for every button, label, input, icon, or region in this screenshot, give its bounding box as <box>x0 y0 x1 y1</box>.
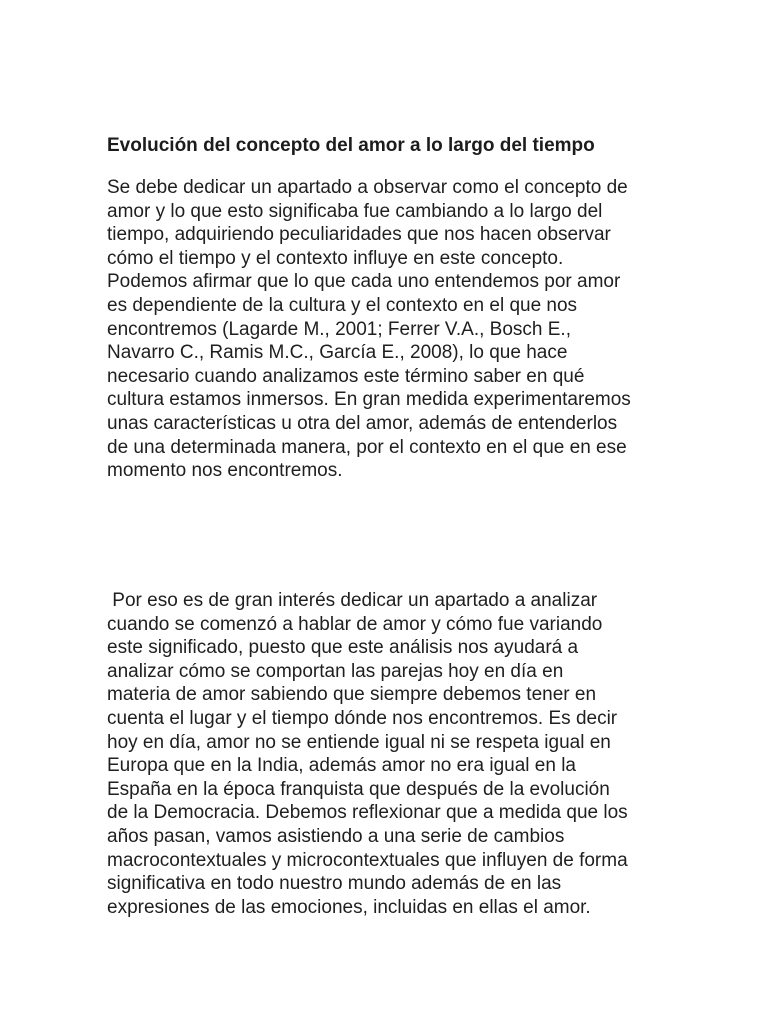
paragraph-line: expresiones de las emociones, incluidas en ellas el amor. <box>107 896 591 918</box>
paragraph-2 <box>107 589 667 919</box>
paragraph-line: cuenta el lugar y el tiempo dónde nos encontremos. Es decir <box>107 707 618 729</box>
paragraph-line: de una determinada manera, por el contexto en el que en ese <box>107 436 627 458</box>
paragraph-line: Podemos afirmar que lo que cada uno entendemos por amor <box>107 271 621 293</box>
paragraph-line: Navarro C., Ramis M.C., García E., 2008), lo que hace <box>107 342 568 364</box>
paragraph-1 <box>107 176 667 483</box>
paragraph-line: cómo el tiempo y el contexto influye en este concepto. <box>107 247 564 269</box>
paragraph-line: Por eso es de gran interés dedicar un apartado a analizar <box>107 590 598 611</box>
paragraph-line: España en la época franquista que después de la evolución <box>107 778 610 800</box>
paragraph-line: cultura estamos inmersos. En gran medida experimentaremos <box>107 389 631 411</box>
paragraph-line: es dependiente de la cultura y el contexto en el que nos <box>107 294 578 316</box>
paragraph-line: Se debe dedicar un apartado a observar como el concepto de <box>107 177 628 198</box>
paragraph-line: unas características u otra del amor, además de entenderlos <box>107 412 618 434</box>
paragraph-line: tiempo, adquiriendo peculiaridades que nos hacen observar <box>107 224 611 246</box>
paragraph-line: materia de amor sabiendo que siempre debemos tener en <box>107 684 597 706</box>
paragraph-line: Europa que en la India, además amor no era igual en la <box>107 755 576 777</box>
paragraph-line: encontremos (Lagarde M., 2001; Ferrer V.A., Bosch E., <box>107 318 571 340</box>
paragraph-line: momento nos encontremos. <box>107 460 343 482</box>
paragraph-line: macrocontextuales y microcontextuales que influyen de forma <box>107 849 628 871</box>
paragraph-line: de la Democracia. Debemos reflexionar que a medida que los <box>107 802 628 824</box>
paragraph-line: significativa en todo nuestro mundo además de en las <box>107 873 562 895</box>
paragraph-line: analizar cómo se comportan las parejas hoy en día en <box>107 660 564 682</box>
paragraph-line: este significado, puesto que este análisis nos ayudará a <box>107 637 579 659</box>
paragraph-line: necesario cuando analizamos este término saber en qué <box>107 365 585 387</box>
document-title: Evolución del concepto del amor a lo largo del tiempo <box>107 135 595 156</box>
paragraph-line: hoy en día, amor no se entiende igual ni se respeta igual en <box>107 731 611 753</box>
paragraph-line: cuando se comenzó a hablar de amor y cómo fue variando <box>107 613 603 635</box>
paragraph-line: años pasan, vamos asistiendo a una serie de cambios <box>107 825 565 847</box>
paragraph-line: amor y lo que esto significaba fue cambiando a lo largo del <box>107 200 603 222</box>
